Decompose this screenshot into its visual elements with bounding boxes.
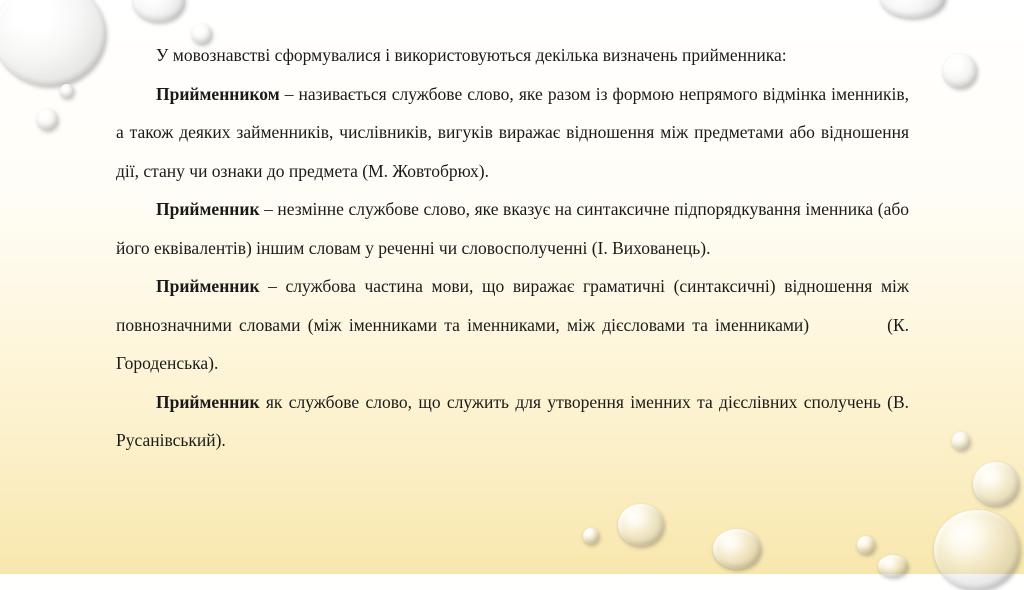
definition-citation: (К. Городенська).: [116, 314, 909, 373]
water-drop-decoration: [973, 462, 1019, 506]
definition-vykhovanets: [116, 190, 909, 267]
definition-term: Прийменник: [156, 199, 260, 219]
definition-term: Прийменник: [156, 276, 260, 296]
intro-paragraph: [116, 36, 909, 75]
definition-text: – називається службове слово, яке разом із формою непрямого відмінка іменників, а також деяких займенників, числівників, вигуків виражає відношення між предметами або відношення дії, стану чи ознаки до предмета (М. Жовтобрюх).: [116, 83, 909, 181]
water-drop-decoration: [952, 432, 970, 450]
definition-horodenska: [116, 267, 909, 383]
definition-text: – службова частина мови, що виражає граматичні (синтаксичні) відношення між повнозначними словами (між іменниками та іменниками, між дієсловами та іменниками): [116, 276, 909, 335]
slide-body-text: [116, 36, 909, 460]
definition-term: Прийменником: [156, 83, 280, 104]
definition-term: Прийменник: [156, 391, 260, 412]
definition-text: – незмінне службове слово, яке вказує на синтаксичне підпорядкування іменника (або його еквівалентів) іншим словам у реченні чи словосполученні (І. Вихованець).: [116, 199, 909, 258]
water-drop-decoration: [880, 0, 946, 18]
definition-zhovtobriukh: [116, 75, 909, 191]
water-drop-decoration: [0, 0, 106, 86]
definition-rusanivskyi: [116, 383, 909, 460]
paragraph-text: У мовознавстві сформувалися і використовуються декілька визначень прийменника:: [156, 45, 787, 65]
water-drop-decoration: [943, 54, 977, 88]
water-drop-decoration: [37, 109, 58, 130]
water-drop-decoration: [713, 529, 761, 569]
water-drop-decoration: [133, 0, 185, 22]
definition-text: як службове слово, що служить для утворення іменних та дієслівних сполучень (В. Русанівський).: [116, 391, 909, 450]
water-drop-decoration: [618, 504, 664, 546]
water-drop-decoration: [934, 510, 1020, 590]
water-drop-decoration: [583, 528, 599, 544]
water-drop-decoration: [857, 536, 875, 554]
water-drop-decoration: [60, 84, 74, 98]
